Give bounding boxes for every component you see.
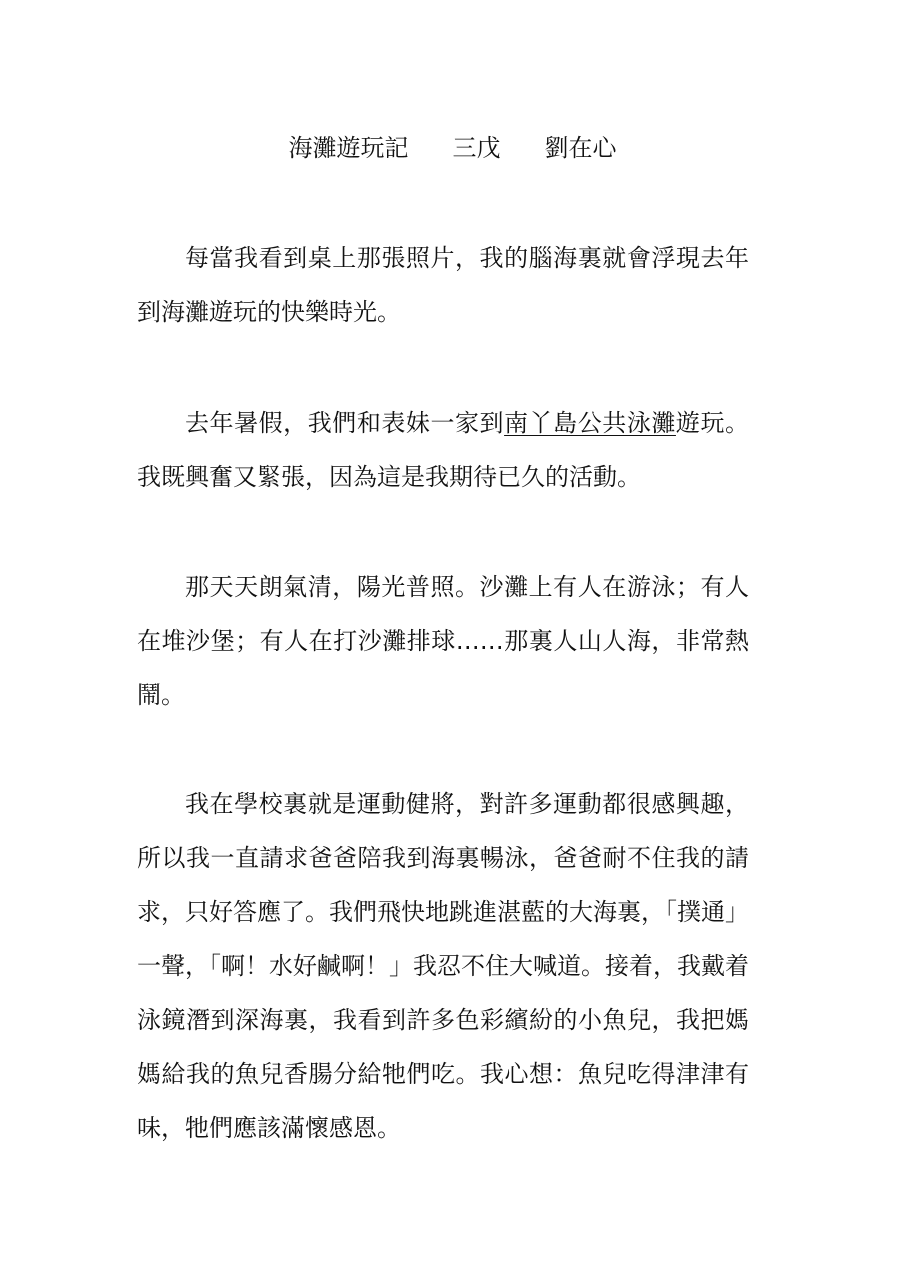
- paragraph-1-text: 每當我看到桌上那張照片，我的腦海裏就會浮現去年到海灘遊玩的快樂時光。: [137, 244, 749, 326]
- class-label: 三戊: [452, 134, 501, 162]
- paragraph-2-text: [137, 396, 749, 504]
- paragraph-4-text: 我在學校裏就是運動健將，對許多運動都很感興趣，所以我一直請求爸爸陪我到海裏暢泳，爸爸耐不住我的請求，只好答應了。我們飛快地跳進湛藍的大海裏，「撲通」一聲，「啊！水好鹹啊！」我忍不住大喊道。接着，我戴着泳鏡潛到深海裏，我看到許多色彩繽紛的小魚兒，我把媽媽給我的魚兒香腸分給牠們吃。我心想：魚兒吃得津津有味，牠們應該滿懷感恩。: [137, 790, 749, 1142]
- paragraph-1: [137, 231, 749, 339]
- paragraph-3: [137, 560, 749, 722]
- paragraph-3-text: 那天天朗氣清，陽光普照。沙灘上有人在游泳；有人在堆沙堡；有人在打沙灘排球……那裏人山人海，非常熱鬧。: [137, 573, 749, 709]
- paragraph-2: [137, 396, 749, 504]
- essay-title: 海灘遊玩記: [288, 134, 409, 162]
- paragraph-2-start: 去年暑假，我們和表妹一家到: [185, 409, 505, 437]
- place-name-underlined: 南丫島公共泳灘: [504, 409, 676, 437]
- paragraph-4: [137, 777, 749, 1155]
- essay-heading: [0, 130, 905, 166]
- author-name: 劉在心: [544, 134, 617, 162]
- paragraph-2-end: 遊玩。我既興奮又緊張，因為這是我期待已久的活動。: [137, 409, 750, 491]
